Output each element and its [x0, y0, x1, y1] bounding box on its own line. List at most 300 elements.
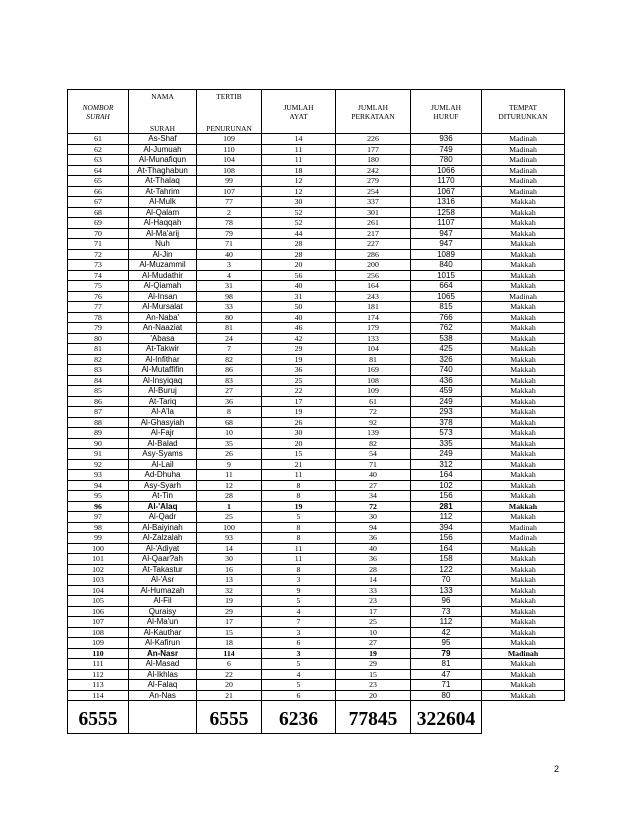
- perkataan-cell: 174: [336, 312, 411, 323]
- surah-name-cell: Al-Buruj: [129, 386, 197, 397]
- ayat-cell: 5: [262, 512, 336, 523]
- header-jumlah-perkataan: [336, 90, 411, 134]
- table-row: [68, 680, 565, 691]
- tertib-cell: 7: [197, 344, 262, 355]
- surah-name-cell: Al-Ma'arij: [129, 228, 197, 239]
- perkataan-cell: 200: [336, 260, 411, 271]
- surah-name-cell: Al-Kafirun: [129, 638, 197, 649]
- perkataan-cell: 10: [336, 627, 411, 638]
- total-perkataan-cell: 77845: [336, 701, 411, 734]
- ayat-cell: 17: [262, 396, 336, 407]
- surah-number-cell: 75: [68, 281, 129, 292]
- tempat-cell: Makkah: [482, 207, 565, 218]
- surah-number-cell: 69: [68, 218, 129, 229]
- tertib-cell: 17: [197, 617, 262, 628]
- table-row: [68, 323, 565, 334]
- perkataan-cell: 92: [336, 417, 411, 428]
- perkataan-cell: 242: [336, 165, 411, 176]
- tempat-cell: Madinah: [482, 186, 565, 197]
- perkataan-cell: 27: [336, 638, 411, 649]
- tempat-cell: Makkah: [482, 606, 565, 617]
- surah-name-cell: Al-Munafiqun: [129, 155, 197, 166]
- table-row: [68, 522, 565, 533]
- total-tempat-cell: [482, 701, 565, 734]
- tertib-cell: 27: [197, 386, 262, 397]
- perkataan-cell: 36: [336, 533, 411, 544]
- huruf-cell: 1066: [411, 165, 482, 176]
- surah-name-cell: Al-Qiamah: [129, 281, 197, 292]
- header-nama-label: NAMA: [151, 92, 174, 101]
- ayat-cell: 18: [262, 165, 336, 176]
- tempat-cell: Makkah: [482, 344, 565, 355]
- tempat-cell: Makkah: [482, 575, 565, 586]
- ayat-cell: 40: [262, 312, 336, 323]
- surah-number-cell: 68: [68, 207, 129, 218]
- tempat-cell: Makkah: [482, 312, 565, 323]
- table-row: [68, 365, 565, 376]
- tempat-cell: Makkah: [482, 302, 565, 313]
- table-row: [68, 501, 565, 512]
- table-row: [68, 197, 565, 208]
- surah-number-cell: 97: [68, 512, 129, 523]
- tempat-cell: Makkah: [482, 491, 565, 502]
- ayat-cell: 15: [262, 449, 336, 460]
- table-row: [68, 554, 565, 565]
- surah-name-cell: Ad-Dhuha: [129, 470, 197, 481]
- perkataan-cell: 286: [336, 249, 411, 260]
- huruf-cell: 156: [411, 491, 482, 502]
- perkataan-cell: 227: [336, 239, 411, 250]
- ayat-cell: 11: [262, 543, 336, 554]
- tempat-cell: Makkah: [482, 449, 565, 460]
- perkataan-cell: 254: [336, 186, 411, 197]
- surah-name-cell: At-Tahrim: [129, 186, 197, 197]
- tertib-cell: 82: [197, 354, 262, 365]
- tertib-cell: 33: [197, 302, 262, 313]
- tertib-cell: 40: [197, 249, 262, 260]
- surah-number-cell: 65: [68, 176, 129, 187]
- surah-name-cell: Al-Mutaffifin: [129, 365, 197, 376]
- table-row: [68, 407, 565, 418]
- tempat-cell: Makkah: [482, 627, 565, 638]
- perkataan-cell: 217: [336, 228, 411, 239]
- tempat-cell: Madinah: [482, 165, 565, 176]
- table-row: [68, 228, 565, 239]
- ayat-cell: 21: [262, 459, 336, 470]
- surah-name-cell: Al-Humazah: [129, 585, 197, 596]
- total-huruf-cell: 322604: [411, 701, 482, 734]
- table-row: [68, 386, 565, 397]
- ayat-cell: 52: [262, 207, 336, 218]
- header-jumlah-huruf-label: JUMLAH HURUF: [431, 102, 461, 121]
- tertib-cell: 8: [197, 407, 262, 418]
- perkataan-cell: 108: [336, 375, 411, 386]
- ayat-cell: 5: [262, 659, 336, 670]
- surah-name-cell: Al-Fajr: [129, 428, 197, 439]
- surah-name-cell: Al-Qalam: [129, 207, 197, 218]
- ayat-cell: 4: [262, 606, 336, 617]
- perkataan-cell: 54: [336, 449, 411, 460]
- ayat-cell: 19: [262, 354, 336, 365]
- tempat-cell: Makkah: [482, 365, 565, 376]
- table-row: [68, 606, 565, 617]
- perkataan-cell: 25: [336, 617, 411, 628]
- tertib-cell: 14: [197, 543, 262, 554]
- huruf-cell: 156: [411, 533, 482, 544]
- surah-number-cell: 67: [68, 197, 129, 208]
- perkataan-cell: 14: [336, 575, 411, 586]
- header-row: [68, 90, 565, 134]
- surah-name-cell: Al-Mudathir: [129, 270, 197, 281]
- huruf-cell: 1089: [411, 249, 482, 260]
- surah-number-cell: 89: [68, 428, 129, 439]
- huruf-cell: 936: [411, 134, 482, 145]
- perkataan-cell: 82: [336, 438, 411, 449]
- ayat-cell: 31: [262, 291, 336, 302]
- header-jumlah-ayat-label: JUMLAH AYAT: [283, 102, 314, 121]
- tempat-cell: Makkah: [482, 197, 565, 208]
- surah-name-cell: Al-Mulk: [129, 197, 197, 208]
- surah-number-cell: 93: [68, 470, 129, 481]
- surah-name-cell: At-Tariq: [129, 396, 197, 407]
- surah-name-cell: At-Thalaq: [129, 176, 197, 187]
- total-ayat-cell: 6236: [262, 701, 336, 734]
- table-row: [68, 449, 565, 460]
- ayat-cell: 6: [262, 638, 336, 649]
- table-row: [68, 176, 565, 187]
- tempat-cell: Makkah: [482, 428, 565, 439]
- huruf-cell: 762: [411, 323, 482, 334]
- huruf-cell: 281: [411, 501, 482, 512]
- perkataan-cell: 72: [336, 501, 411, 512]
- perkataan-cell: 20: [336, 690, 411, 701]
- perkataan-cell: 109: [336, 386, 411, 397]
- huruf-cell: 815: [411, 302, 482, 313]
- ayat-cell: 11: [262, 155, 336, 166]
- huruf-cell: 102: [411, 480, 482, 491]
- ayat-cell: 8: [262, 491, 336, 502]
- tertib-cell: 11: [197, 470, 262, 481]
- tertib-cell: 25: [197, 512, 262, 523]
- surah-number-cell: 105: [68, 596, 129, 607]
- surah-name-cell: An-Naba': [129, 312, 197, 323]
- table-row: [68, 291, 565, 302]
- tertib-cell: 83: [197, 375, 262, 386]
- surah-number-cell: 77: [68, 302, 129, 313]
- surah-number-cell: 62: [68, 144, 129, 155]
- table-row: [68, 470, 565, 481]
- ayat-cell: 8: [262, 522, 336, 533]
- huruf-cell: 70: [411, 575, 482, 586]
- huruf-cell: 80: [411, 690, 482, 701]
- table-row: [68, 669, 565, 680]
- huruf-cell: 112: [411, 617, 482, 628]
- surah-name-cell: At-Takwir: [129, 344, 197, 355]
- surah-name-cell: Al-Balad: [129, 438, 197, 449]
- surah-number-cell: 108: [68, 627, 129, 638]
- tertib-cell: 29: [197, 606, 262, 617]
- tertib-cell: 3: [197, 260, 262, 271]
- tertib-cell: 6: [197, 659, 262, 670]
- huruf-cell: 1015: [411, 270, 482, 281]
- tertib-cell: 80: [197, 312, 262, 323]
- surah-name-cell: Al-'Adiyat: [129, 543, 197, 554]
- surah-name-cell: Al-Mursalat: [129, 302, 197, 313]
- surah-name-cell: Al-Kauthar: [129, 627, 197, 638]
- tertib-cell: 13: [197, 575, 262, 586]
- tertib-cell: 77: [197, 197, 262, 208]
- tertib-cell: 108: [197, 165, 262, 176]
- perkataan-cell: 94: [336, 522, 411, 533]
- ayat-cell: 12: [262, 186, 336, 197]
- table-row: [68, 617, 565, 628]
- tertib-cell: 98: [197, 291, 262, 302]
- surah-number-cell: 103: [68, 575, 129, 586]
- table-row: [68, 417, 565, 428]
- header-penurunan-label: PENURUNAN: [206, 124, 252, 133]
- header-nombor-surah-label: NOMBOR SURAH: [82, 102, 114, 121]
- perkataan-cell: 226: [336, 134, 411, 145]
- huruf-cell: 538: [411, 333, 482, 344]
- huruf-cell: 425: [411, 344, 482, 355]
- table-row: [68, 638, 565, 649]
- huruf-cell: 1316: [411, 197, 482, 208]
- surah-table-body: [68, 90, 565, 734]
- table-row: [68, 333, 565, 344]
- total-surah-name-cell: [129, 701, 197, 734]
- ayat-cell: 20: [262, 438, 336, 449]
- ayat-cell: 11: [262, 470, 336, 481]
- surah-number-cell: 74: [68, 270, 129, 281]
- ayat-cell: 40: [262, 281, 336, 292]
- surah-name-cell: Nuh: [129, 239, 197, 250]
- surah-number-cell: 109: [68, 638, 129, 649]
- huruf-cell: 947: [411, 239, 482, 250]
- surah-number-cell: 81: [68, 344, 129, 355]
- surah-name-cell: An-Nas: [129, 690, 197, 701]
- tempat-cell: Makkah: [482, 249, 565, 260]
- header-tertib-label: TERTIB: [216, 92, 242, 101]
- surah-number-cell: 79: [68, 323, 129, 334]
- surah-number-cell: 76: [68, 291, 129, 302]
- ayat-cell: 8: [262, 480, 336, 491]
- tertib-cell: 68: [197, 417, 262, 428]
- perkataan-cell: 40: [336, 470, 411, 481]
- huruf-cell: 1170: [411, 176, 482, 187]
- surah-name-cell: At-Thaghabun: [129, 165, 197, 176]
- table-row: [68, 459, 565, 470]
- surah-number-cell: 87: [68, 407, 129, 418]
- perkataan-cell: 15: [336, 669, 411, 680]
- surah-name-cell: Al-Qaar?ah: [129, 554, 197, 565]
- table-row: [68, 354, 565, 365]
- table-row: [68, 239, 565, 250]
- tempat-cell: Makkah: [482, 386, 565, 397]
- surah-number-cell: 111: [68, 659, 129, 670]
- table-row: [68, 480, 565, 491]
- surah-table: [67, 89, 565, 734]
- tempat-cell: Makkah: [482, 669, 565, 680]
- ayat-cell: 19: [262, 407, 336, 418]
- surah-name-cell: Al-Haqqah: [129, 218, 197, 229]
- tertib-cell: 71: [197, 239, 262, 250]
- ayat-cell: 46: [262, 323, 336, 334]
- surah-number-cell: 92: [68, 459, 129, 470]
- page-number: 2: [554, 764, 560, 774]
- perkataan-cell: 72: [336, 407, 411, 418]
- huruf-cell: 459: [411, 386, 482, 397]
- perkataan-cell: 71: [336, 459, 411, 470]
- ayat-cell: 14: [262, 134, 336, 145]
- tempat-cell: Makkah: [482, 638, 565, 649]
- surah-name-cell: An-Naaziat: [129, 323, 197, 334]
- surah-name-cell: At-Tin: [129, 491, 197, 502]
- surah-number-cell: 107: [68, 617, 129, 628]
- surah-name-cell: Al-Ma'un: [129, 617, 197, 628]
- surah-number-cell: 88: [68, 417, 129, 428]
- surah-number-cell: 90: [68, 438, 129, 449]
- huruf-cell: 71: [411, 680, 482, 691]
- tempat-cell: Makkah: [482, 690, 565, 701]
- table-row: [68, 249, 565, 260]
- surah-number-cell: 113: [68, 680, 129, 691]
- table-row: [68, 186, 565, 197]
- tertib-cell: 28: [197, 491, 262, 502]
- surah-name-cell: Al-Falaq: [129, 680, 197, 691]
- table-row: [68, 165, 565, 176]
- perkataan-cell: 30: [336, 512, 411, 523]
- tempat-cell: Makkah: [482, 396, 565, 407]
- surah-number-cell: 86: [68, 396, 129, 407]
- tertib-cell: 109: [197, 134, 262, 145]
- table-row: [68, 270, 565, 281]
- surah-number-cell: 63: [68, 155, 129, 166]
- ayat-cell: 8: [262, 533, 336, 544]
- surah-name-cell: Al-Insyiqaq: [129, 375, 197, 386]
- huruf-cell: 312: [411, 459, 482, 470]
- huruf-cell: 1107: [411, 218, 482, 229]
- surah-name-cell: Al-Jumuah: [129, 144, 197, 155]
- tertib-cell: 110: [197, 144, 262, 155]
- tempat-cell: Makkah: [482, 333, 565, 344]
- surah-name-cell: Al-Infithar: [129, 354, 197, 365]
- perkataan-cell: 40: [336, 543, 411, 554]
- tempat-cell: Makkah: [482, 585, 565, 596]
- ayat-cell: 25: [262, 375, 336, 386]
- huruf-cell: 1067: [411, 186, 482, 197]
- tertib-cell: 12: [197, 480, 262, 491]
- tertib-cell: 104: [197, 155, 262, 166]
- tertib-cell: 81: [197, 323, 262, 334]
- surah-number-cell: 98: [68, 522, 129, 533]
- perkataan-cell: 256: [336, 270, 411, 281]
- huruf-cell: 112: [411, 512, 482, 523]
- table-row: [68, 428, 565, 439]
- surah-number-cell: 114: [68, 690, 129, 701]
- table-row: [68, 512, 565, 523]
- perkataan-cell: 27: [336, 480, 411, 491]
- ayat-cell: 7: [262, 617, 336, 628]
- surah-name-cell: Al-A'la: [129, 407, 197, 418]
- tertib-cell: 86: [197, 365, 262, 376]
- surah-number-cell: 61: [68, 134, 129, 145]
- huruf-cell: 293: [411, 407, 482, 418]
- perkataan-cell: 169: [336, 365, 411, 376]
- perkataan-cell: 139: [336, 428, 411, 439]
- surah-number-cell: 112: [68, 669, 129, 680]
- tertib-cell: 100: [197, 522, 262, 533]
- ayat-cell: 8: [262, 564, 336, 575]
- tertib-cell: 30: [197, 554, 262, 565]
- tempat-cell: Makkah: [482, 564, 565, 575]
- perkataan-cell: 164: [336, 281, 411, 292]
- surah-name-cell: Asy-Syarh: [129, 480, 197, 491]
- surah-number-cell: 80: [68, 333, 129, 344]
- tertib-cell: 18: [197, 638, 262, 649]
- ayat-cell: 5: [262, 596, 336, 607]
- huruf-cell: 335: [411, 438, 482, 449]
- surah-name-cell: Al-Qadr: [129, 512, 197, 523]
- tertib-cell: 107: [197, 186, 262, 197]
- ayat-cell: 3: [262, 627, 336, 638]
- surah-number-cell: 96: [68, 501, 129, 512]
- ayat-cell: 5: [262, 680, 336, 691]
- surah-name-cell: Al-'Alaq: [129, 501, 197, 512]
- ayat-cell: 3: [262, 648, 336, 659]
- surah-name-cell: Al-Insan: [129, 291, 197, 302]
- table-row: [68, 533, 565, 544]
- surah-number-cell: 94: [68, 480, 129, 491]
- perkataan-cell: 180: [336, 155, 411, 166]
- tempat-cell: Makkah: [482, 438, 565, 449]
- surah-number-cell: 91: [68, 449, 129, 460]
- tempat-cell: Madinah: [482, 648, 565, 659]
- tertib-cell: 19: [197, 596, 262, 607]
- tertib-cell: 32: [197, 585, 262, 596]
- huruf-cell: 740: [411, 365, 482, 376]
- tempat-cell: Makkah: [482, 596, 565, 607]
- tertib-cell: 26: [197, 449, 262, 460]
- header-jumlah-ayat: [262, 90, 336, 134]
- surah-number-cell: 104: [68, 585, 129, 596]
- surah-name-cell: Al-Ikhlas: [129, 669, 197, 680]
- surah-number-cell: 101: [68, 554, 129, 565]
- surah-number-cell: 102: [68, 564, 129, 575]
- surah-number-cell: 64: [68, 165, 129, 176]
- ayat-cell: 20: [262, 260, 336, 271]
- huruf-cell: 749: [411, 144, 482, 155]
- tertib-cell: 99: [197, 176, 262, 187]
- perkataan-cell: 261: [336, 218, 411, 229]
- surah-number-cell: 110: [68, 648, 129, 659]
- huruf-cell: 249: [411, 396, 482, 407]
- perkataan-cell: 23: [336, 596, 411, 607]
- perkataan-cell: 133: [336, 333, 411, 344]
- tempat-cell: Madinah: [482, 291, 565, 302]
- tempat-cell: Makkah: [482, 354, 565, 365]
- surah-number-cell: 82: [68, 354, 129, 365]
- huruf-cell: 79: [411, 648, 482, 659]
- surah-number-cell: 66: [68, 186, 129, 197]
- perkataan-cell: 243: [336, 291, 411, 302]
- surah-number-cell: 78: [68, 312, 129, 323]
- table-row: [68, 690, 565, 701]
- tempat-cell: Makkah: [482, 459, 565, 470]
- tempat-cell: Makkah: [482, 480, 565, 491]
- surah-name-cell: Al-Fil: [129, 596, 197, 607]
- tempat-cell: Madinah: [482, 522, 565, 533]
- perkataan-cell: 179: [336, 323, 411, 334]
